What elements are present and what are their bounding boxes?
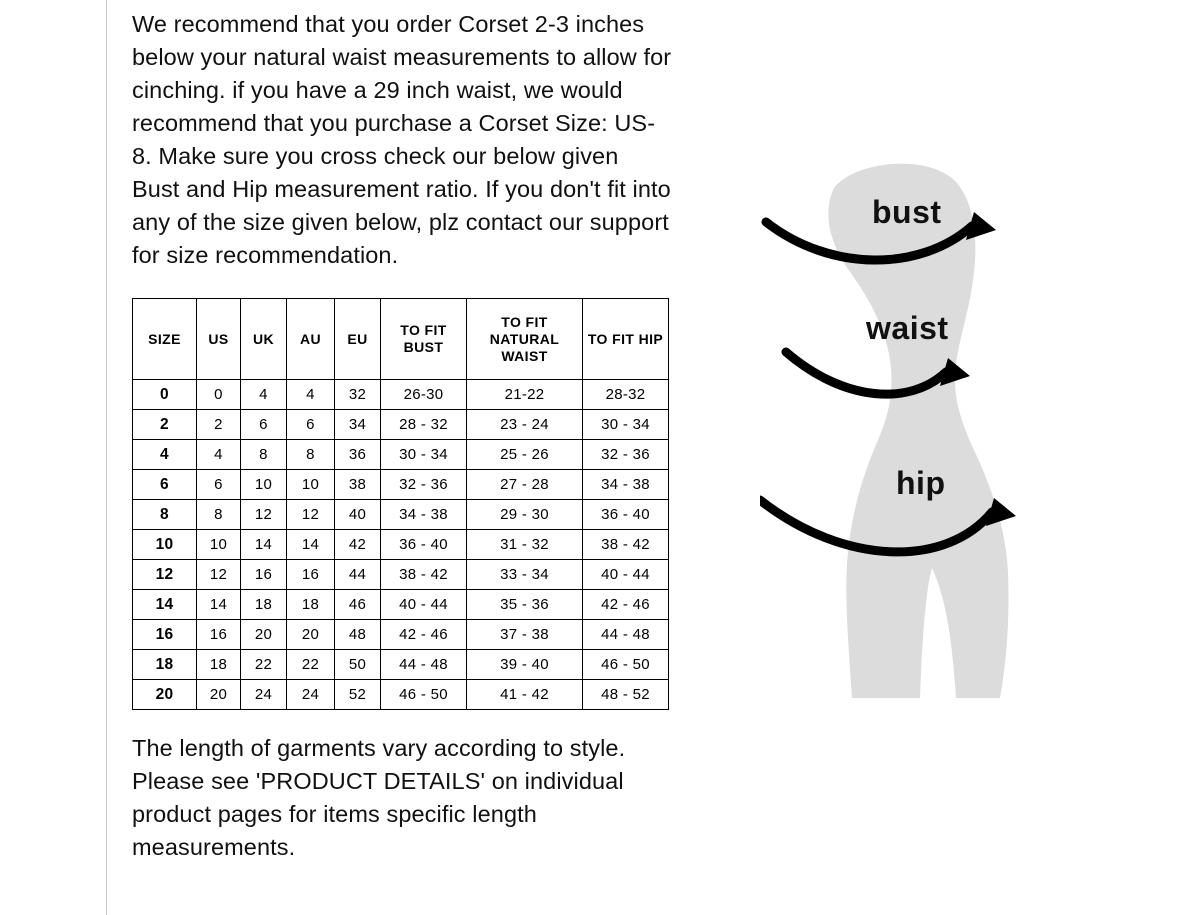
cell-bust: 38 - 42 bbox=[381, 560, 467, 590]
cell-eu: 42 bbox=[335, 530, 381, 560]
col-header-bust: TO FIT BUST bbox=[381, 299, 467, 380]
cell-au: 18 bbox=[287, 590, 335, 620]
cell-us: 20 bbox=[197, 680, 241, 710]
text-and-table-column bbox=[132, 0, 692, 864]
cell-us: 10 bbox=[197, 530, 241, 560]
cell-us: 8 bbox=[197, 500, 241, 530]
cell-bust: 32 - 36 bbox=[381, 470, 467, 500]
cell-eu: 38 bbox=[335, 470, 381, 500]
cell-waist: 35 - 36 bbox=[467, 590, 583, 620]
cell-eu: 36 bbox=[335, 440, 381, 470]
cell-size: 16 bbox=[133, 620, 197, 650]
cell-bust: 44 - 48 bbox=[381, 650, 467, 680]
cell-us: 12 bbox=[197, 560, 241, 590]
cell-us: 2 bbox=[197, 410, 241, 440]
cell-uk: 12 bbox=[241, 500, 287, 530]
cell-eu: 44 bbox=[335, 560, 381, 590]
cell-hip: 34 - 38 bbox=[583, 470, 669, 500]
table-row bbox=[133, 440, 669, 470]
cell-hip: 28-32 bbox=[583, 380, 669, 410]
table-row bbox=[133, 590, 669, 620]
cell-au: 24 bbox=[287, 680, 335, 710]
cell-hip: 44 - 48 bbox=[583, 620, 669, 650]
table-row bbox=[133, 680, 669, 710]
cell-size: 20 bbox=[133, 680, 197, 710]
cell-bust: 40 - 44 bbox=[381, 590, 467, 620]
waist-label: waist bbox=[866, 310, 949, 346]
cell-size: 18 bbox=[133, 650, 197, 680]
cell-waist: 37 - 38 bbox=[467, 620, 583, 650]
cell-size: 12 bbox=[133, 560, 197, 590]
cell-eu: 50 bbox=[335, 650, 381, 680]
cell-hip: 32 - 36 bbox=[583, 440, 669, 470]
cell-waist: 29 - 30 bbox=[467, 500, 583, 530]
body-silhouette-icon bbox=[760, 120, 1140, 780]
cell-us: 0 bbox=[197, 380, 241, 410]
cell-hip: 40 - 44 bbox=[583, 560, 669, 590]
cell-hip: 46 - 50 bbox=[583, 650, 669, 680]
cell-uk: 10 bbox=[241, 470, 287, 500]
table-row bbox=[133, 410, 669, 440]
cell-bust: 36 - 40 bbox=[381, 530, 467, 560]
cell-eu: 34 bbox=[335, 410, 381, 440]
cell-au: 6 bbox=[287, 410, 335, 440]
left-margin-rule bbox=[106, 0, 107, 915]
cell-size: 14 bbox=[133, 590, 197, 620]
cell-size: 0 bbox=[133, 380, 197, 410]
col-header-au: AU bbox=[287, 299, 335, 380]
cell-bust: 42 - 46 bbox=[381, 620, 467, 650]
cell-au: 4 bbox=[287, 380, 335, 410]
table-header-row bbox=[133, 299, 669, 380]
cell-bust: 30 - 34 bbox=[381, 440, 467, 470]
cell-eu: 32 bbox=[335, 380, 381, 410]
cell-bust: 26-30 bbox=[381, 380, 467, 410]
col-header-us: US bbox=[197, 299, 241, 380]
outro-paragraph: The length of garments vary according to style. Please see 'PRODUCT DETAILS' on individual product pages for items specific length measurements. bbox=[132, 735, 626, 860]
cell-uk: 16 bbox=[241, 560, 287, 590]
col-header-hip: TO FIT HIP bbox=[583, 299, 669, 380]
cell-hip: 48 - 52 bbox=[583, 680, 669, 710]
size-table bbox=[132, 298, 669, 710]
cell-size: 8 bbox=[133, 500, 197, 530]
cell-hip: 42 - 46 bbox=[583, 590, 669, 620]
col-header-uk: UK bbox=[241, 299, 287, 380]
table-row bbox=[133, 560, 669, 590]
cell-hip: 30 - 34 bbox=[583, 410, 669, 440]
col-header-eu: EU bbox=[335, 299, 381, 380]
cell-au: 14 bbox=[287, 530, 335, 560]
cell-eu: 40 bbox=[335, 500, 381, 530]
cell-uk: 6 bbox=[241, 410, 287, 440]
cell-waist: 39 - 40 bbox=[467, 650, 583, 680]
cell-size: 10 bbox=[133, 530, 197, 560]
cell-uk: 14 bbox=[241, 530, 287, 560]
cell-us: 4 bbox=[197, 440, 241, 470]
cell-waist: 31 - 32 bbox=[467, 530, 583, 560]
cell-waist: 33 - 34 bbox=[467, 560, 583, 590]
cell-uk: 18 bbox=[241, 590, 287, 620]
bust-label: bust bbox=[872, 194, 942, 230]
cell-au: 16 bbox=[287, 560, 335, 590]
cell-waist: 25 - 26 bbox=[467, 440, 583, 470]
size-table-head bbox=[133, 299, 669, 380]
cell-uk: 22 bbox=[241, 650, 287, 680]
cell-waist: 27 - 28 bbox=[467, 470, 583, 500]
cell-au: 20 bbox=[287, 620, 335, 650]
size-table-body bbox=[133, 380, 669, 710]
cell-au: 12 bbox=[287, 500, 335, 530]
cell-eu: 52 bbox=[335, 680, 381, 710]
table-row bbox=[133, 470, 669, 500]
cell-uk: 4 bbox=[241, 380, 287, 410]
body-measurement-figure bbox=[760, 120, 1140, 780]
cell-uk: 8 bbox=[241, 440, 287, 470]
table-row bbox=[133, 380, 669, 410]
size-table-container bbox=[132, 298, 668, 710]
cell-eu: 46 bbox=[335, 590, 381, 620]
cell-hip: 38 - 42 bbox=[583, 530, 669, 560]
cell-waist: 23 - 24 bbox=[467, 410, 583, 440]
table-row bbox=[133, 530, 669, 560]
cell-bust: 28 - 32 bbox=[381, 410, 467, 440]
cell-eu: 48 bbox=[335, 620, 381, 650]
cell-au: 22 bbox=[287, 650, 335, 680]
cell-size: 6 bbox=[133, 470, 197, 500]
cell-uk: 24 bbox=[241, 680, 287, 710]
cell-waist: 41 - 42 bbox=[467, 680, 583, 710]
cell-uk: 20 bbox=[241, 620, 287, 650]
cell-us: 6 bbox=[197, 470, 241, 500]
cell-us: 14 bbox=[197, 590, 241, 620]
hip-label: hip bbox=[896, 465, 946, 501]
cell-bust: 46 - 50 bbox=[381, 680, 467, 710]
table-row bbox=[133, 500, 669, 530]
cell-us: 16 bbox=[197, 620, 241, 650]
cell-hip: 36 - 40 bbox=[583, 500, 669, 530]
table-row bbox=[133, 620, 669, 650]
cell-size: 4 bbox=[133, 440, 197, 470]
intro-paragraph: We recommend that you order Corset 2-3 inches below your natural waist measurements to allow for cinching. if you have a 29 inch waist, we would recommend that you purchase a Corset Size: US-8. Make sure you cross check our below given Bust and Hip measurement ratio. If you don't fit into any of the size given below, plz contact our support for size recommendation. bbox=[132, 11, 672, 268]
col-header-size: SIZE bbox=[133, 299, 197, 380]
cell-waist: 21-22 bbox=[467, 380, 583, 410]
cell-au: 8 bbox=[287, 440, 335, 470]
table-row bbox=[133, 650, 669, 680]
cell-bust: 34 - 38 bbox=[381, 500, 467, 530]
cell-us: 18 bbox=[197, 650, 241, 680]
cell-size: 2 bbox=[133, 410, 197, 440]
col-header-natural-waist: TO FIT NATURAL WAIST bbox=[467, 299, 583, 380]
cell-au: 10 bbox=[287, 470, 335, 500]
